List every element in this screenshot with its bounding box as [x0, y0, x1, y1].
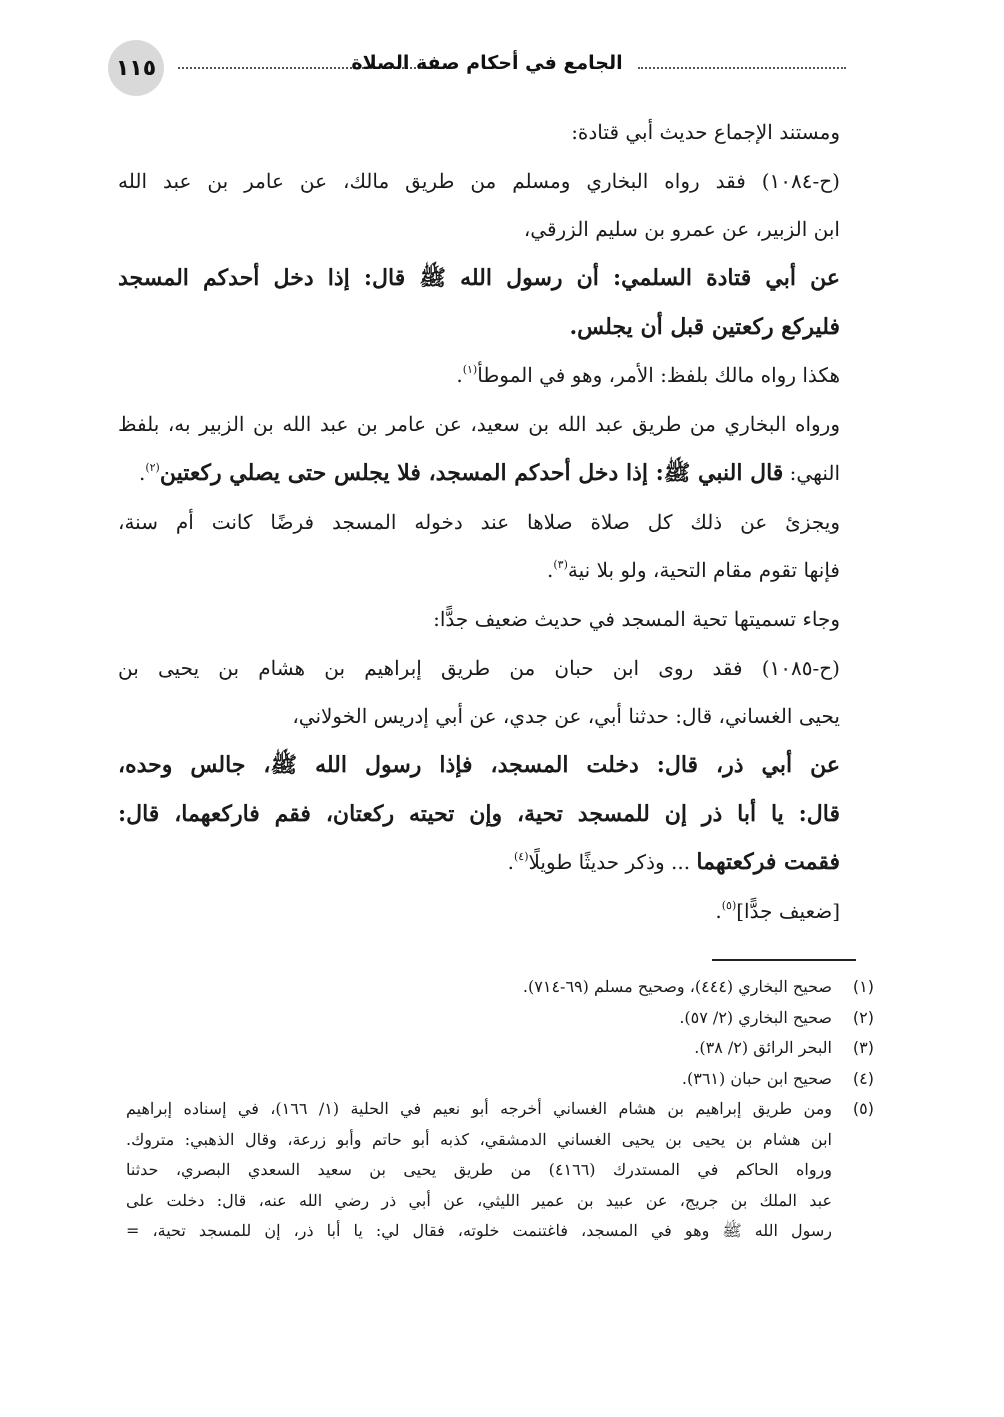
page-number: ١١٥: [115, 55, 157, 81]
footnote-ref: (٣): [553, 558, 568, 572]
footnote-number: (٣): [852, 1038, 874, 1057]
footnote-text: البحر الرائق (٢/ ٣٨).: [694, 1038, 832, 1057]
hadith-text-line: عن أبي ذر، قال: دخلت المسجد، فإذا رسول الله ﷺ، جالس وحده،: [118, 751, 840, 778]
text-line: فقمت فركعتهما ... وذكر حديثًا طويلًا$^{(٤)}$.: [507, 849, 840, 876]
grading-line: [ضعيف جدًّا]$^{(٥)}$.: [715, 899, 840, 923]
hadith-text-line: فليركع ركعتين قبل أن يجلس.: [569, 313, 840, 340]
footnotes: [126, 972, 874, 1247]
footnote-number: (٥): [852, 1099, 874, 1118]
footnote-text: صحيح ابن حبان (٣٦١).: [681, 1068, 832, 1088]
footnote-number: (١): [852, 977, 874, 996]
hadith-text-line: قال: يا أبا ذر إن للمسجد تحية، وإن تحيته ركعتان، فقم فاركعهما، قال:: [118, 800, 840, 827]
running-title: الجامع في أحكام صفة الصلاة: [351, 52, 623, 74]
text-line: هكذا رواه مالك بلفظ: الأمر، وهو في الموطأ$^{(١)}$.: [456, 363, 840, 388]
footnote-item: [126, 1033, 874, 1064]
page-number-badge: [108, 40, 164, 96]
footnote-ref: (١): [462, 363, 478, 377]
text-line: وجاء تسميتها تحية المسجد في حديث ضعيف جدًّا:: [433, 606, 840, 631]
footnote-text: صحيح البخاري (٤٤٤)، وصحيح مسلم (٦٩-٧١٤).: [522, 977, 832, 996]
footnote-text: ومن طريق إبراهيم بن هشام الغساني أخرجه أبو نعيم في الحلية (١/ ١٦٦)، في إسناده إبراهيم ابن هشام بن يحيى بن يحيى الغساني الدمشقي، كذبه أبو حاتم وأبو زرعة، وقال الذهبي: متروك. ورواه الحاكم في المستدرك (٤١٦٦) من طريق يحيى بن سعيد السعدي البصري، حدثنا عبد الملك بن جريج، عن عبيد بن عمير الليثي، عن أبي ذر رضي الله عنه، قال: دخلت على رسول الله ﷺ وهو في المسجد، فاغتنمت خلوته، فقال لي: يا أبا ذر، إن للمسجد تحية، =: [126, 1099, 832, 1240]
text-line: (ح-١٠٨٤) فقد رواه البخاري ومسلم من طريق مالك، عن عامر بن عبد الله: [118, 168, 840, 193]
text-line: فإنها تقوم مقام التحية، ولو بلا نية$^{(٣)}$.: [547, 558, 840, 583]
footnote-text: صحيح البخاري (٢/ ٥٧).: [679, 1007, 832, 1027]
text-line: ومستند الإجماع حديث أبي قتادة:: [571, 120, 840, 144]
footnote-item: [126, 1003, 874, 1034]
footnote-item: [126, 972, 874, 1003]
footnote-ref: (٢): [145, 460, 160, 474]
text-line: ابن الزبير، عن عمرو بن سليم الزرقي،: [523, 217, 840, 242]
text-line: ورواه البخاري من طريق عبد الله بن سعيد، عن عامر بن عبد الله بن الزبير به، بلفظ: [118, 412, 840, 437]
text-line: النهي: قال النبي ﷺ: إذا دخل أحدكم المسجد، فلا يجلس حتى يصلي ركعتين$^{(٢)}$.: [138, 459, 840, 486]
footnote-ref: (٤): [513, 850, 529, 864]
footnote-item: [126, 1064, 874, 1095]
text-line: ويجزئ عن ذلك كل صلاة صلاها عند دخوله المسجد فرضًا كانت أم سنة،: [118, 509, 840, 534]
header-dotted-leader-right: [638, 67, 846, 69]
text-line: (ح-١٠٨٥) فقد روى ابن حبان من طريق إبراهيم بن هشام بن يحيى بن: [118, 655, 840, 680]
page-header: [108, 40, 846, 96]
text-line: يحيى الغساني، قال: حدثنا أبي، عن جدي، عن أبي إدريس الخولاني،: [292, 704, 840, 729]
hadith-text-line: عن أبي قتادة السلمي: أن رسول الله ﷺ قال: إذا دخل أحدكم المسجد: [118, 265, 840, 292]
footnote-item: [126, 1094, 874, 1247]
main-text: [118, 108, 840, 936]
footnote-separator: [712, 959, 856, 961]
footnote-number: (٤): [852, 1068, 874, 1088]
footnote-number: (٢): [852, 1007, 874, 1027]
footnote-ref: (٥): [721, 899, 737, 912]
